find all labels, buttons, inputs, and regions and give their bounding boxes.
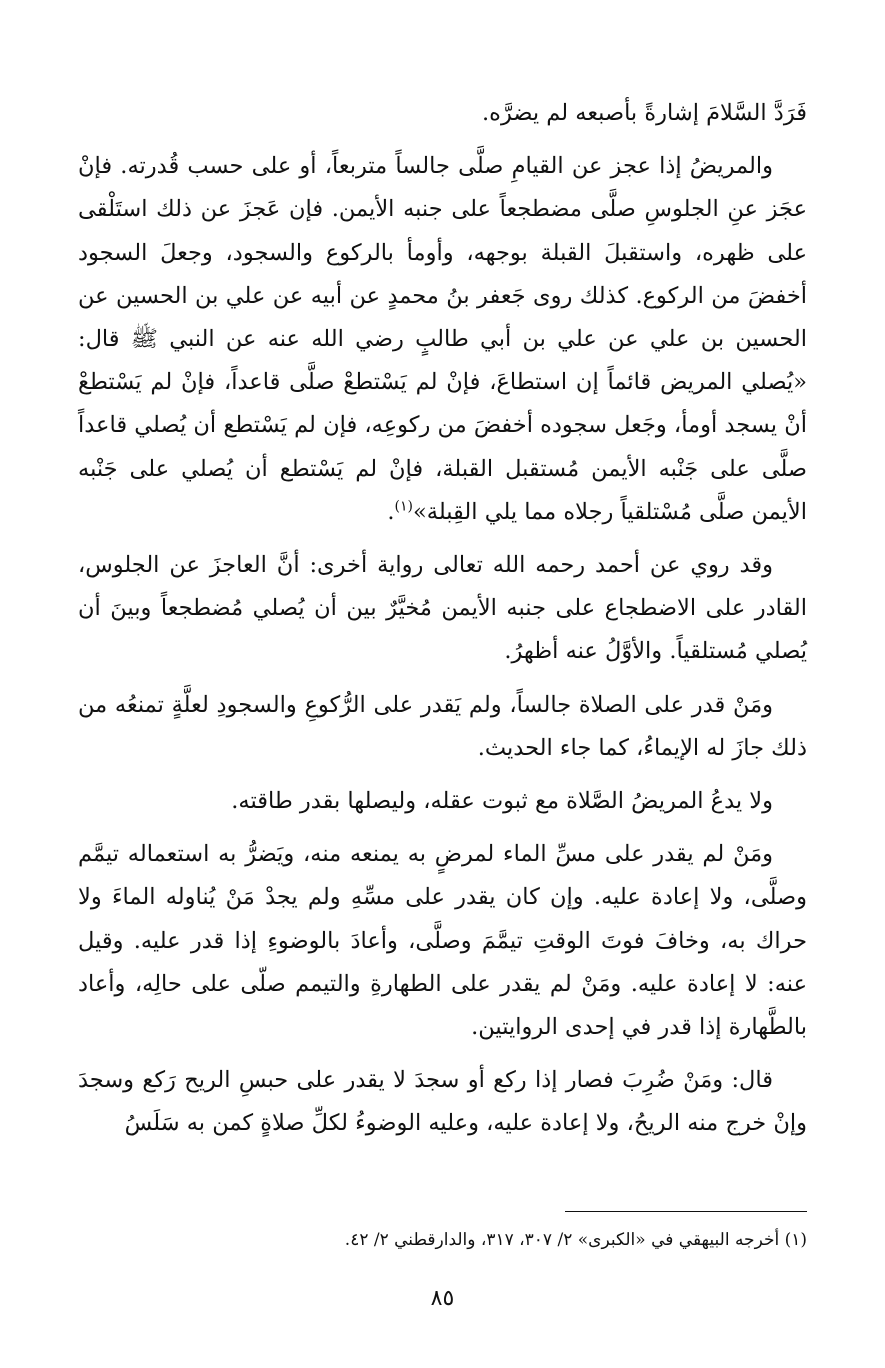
paragraph-3: وقد روي عن أحمد رحمه الله تعالى رواية أخرى: أنَّ العاجزَ عن الجلوس، القادر على الاضطجاع على جنبه الأيمن مُخيَّرٌ بين أن يُصلي مُضطجعاً وبينَ أن يُصلي مُستلقياً. والأوَّلُ عنه أظهرُ. bbox=[78, 552, 807, 665]
footnote: (١) أخرجه البيهقي في «الكبرى» ٢/ ٣٠٧، ٣١٧، والدارقطني ٢/ ٤٢. bbox=[344, 1230, 807, 1250]
paragraph-2: والمريضُ إذا عجز عن القيامِ صلَّى جالساً متربعاً، أو على حسب قُدرته. فإنْ عجَز عنِ الجلوسِ صلَّى مضطجعاً على جنبه الأيمن. فإن عَجزَ عن ذلك استَلْقى على ظهره، واستقبلَ القبلة بوجهه، وأومأ بالركوع والسجود، وجعلَ السجود أخفضَ من الركوع. كذلك روى جَعفر بنُ محمدٍ عن أبيه عن علي بن الحسين عن الحسين بن علي عن علي بن أبي طالبٍ رضي الله عنه عن النبي ﷺ قال: «يُصلي المريض قائماً إن استطاعَ، فإنْ لم يَسْتطعْ صلَّى قاعداً، فإنْ لم يَسْتطعْ أنْ يسجد أومأ، وجَعل سجوده أخفضَ من ركوعِه، فإن لم يَسْتطع أن يُصلي قاعداً صلَّى على جَنْبه الأيمن مُستقبل القبلة، فإنْ لم يَسْتطع أن يُصلي على جَنْبه الأيمن صلَّى مُسْتلقياً رجلاه مما يلي القِبلة»$^{(١)}$. bbox=[78, 153, 807, 525]
paragraph-4: ومَنْ قدر على الصلاة جالساً، ولم يَقدر على الرُّكوعِ والسجودِ لعلَّةٍ تمنعُه من ذلك جازَ له الإيماءُ، كما جاء الحديث. bbox=[78, 691, 807, 761]
footnote-divider bbox=[565, 1211, 807, 1212]
footnote-reference[interactable]: (١) bbox=[394, 498, 413, 515]
paragraph-6: ومَنْ لم يقدر على مسِّ الماء لمرضٍ به يمنعه منه، ويَضرُّ به استعماله تيمَّم وصلَّى، ولا إعادة عليه. وإن كان يقدر على مسِّهِ ولم يجدْ مَنْ يُناوله الماءَ ولا حراك به، وخافَ فوتَ الوقتِ تيمَّمَ وصلَّى، وأعادَ بالوضوءِ إذا قدر عليه. وقيل عنه: لا إعادة عليه. ومَنْ لم يقدر على الطهارةِ والتيمم صلّى على حالِه، وأعاد بالطَّهارة إذا قدر في إحدى الروايتين. bbox=[78, 841, 807, 1041]
paragraph-7: قال: ومَنْ ضُرِبَ فصار إذا ركع أو سجدَ لا يقدر على حبسِ الريح رَكع وسجدَ وإنْ خرج منه الريحُ، ولا إعادة عليه، وعليه الوضوءُ لكلِّ صلاةٍ كمن به سَلَسُ bbox=[78, 1067, 807, 1137]
paragraph-5: ولا يدعُ المريضُ الصَّلاة مع ثبوت عقله، وليصلها بقدر طاقته. bbox=[231, 788, 773, 815]
page-body bbox=[78, 92, 807, 1156]
page-number: ٨٥ bbox=[430, 1286, 455, 1311]
paragraph-1: فَرَدَّ السَّلامَ إشارةً بأصبعه لم يضرَّه. bbox=[482, 100, 807, 126]
